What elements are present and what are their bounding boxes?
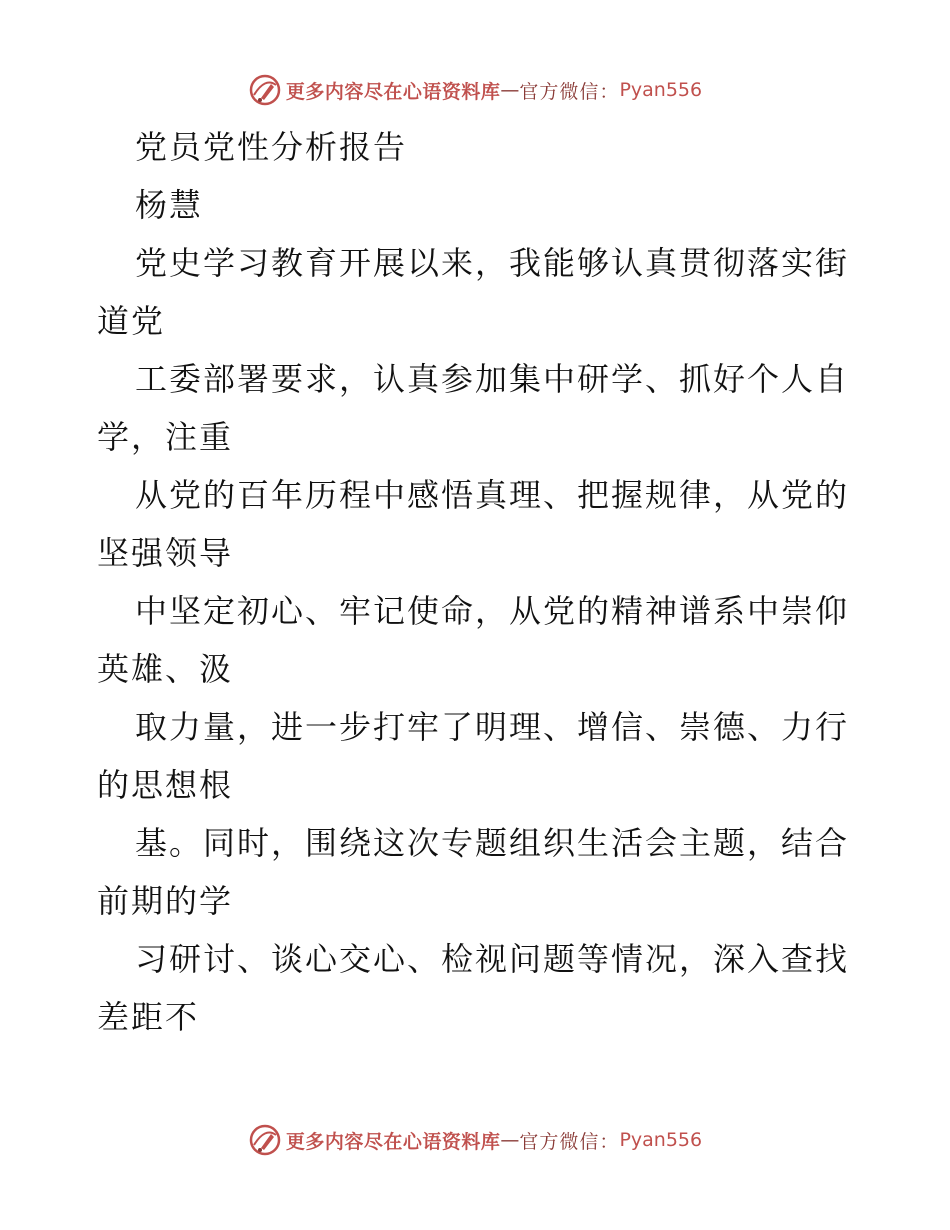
banner-wechat-label: 官方微信：	[519, 80, 620, 103]
paragraph-line: 英雄、汲	[97, 650, 234, 688]
banner-separator: —	[500, 1129, 520, 1151]
banner-brand-text: 更多内容尽在心语资料库	[285, 1130, 501, 1153]
banner-wechat-id: Pyan556	[619, 1129, 703, 1151]
paragraph-line: 坚强领导	[97, 534, 234, 572]
paragraph-line: 基。同时，围绕这次专题组织生活会主题，结合	[135, 824, 850, 862]
document-title: 党员党性分析报告	[135, 128, 408, 166]
paragraph-line: 工委部署要求，认真参加集中研学、抓好个人自	[135, 360, 850, 398]
document-body	[97, 118, 857, 1046]
banner-brand-text: 更多内容尽在心语资料库	[285, 80, 501, 103]
header-banner	[0, 70, 950, 110]
banner-wechat-id: Pyan556	[619, 79, 703, 101]
paragraph-line: 从党的百年历程中感悟真理、把握规律，从党的	[135, 476, 850, 514]
paragraph-line: 取力量，进一步打牢了明理、增信、崇德、力行	[135, 708, 850, 746]
paragraph-line: 中坚定初心、牢记使命，从党的精神谱系中崇仰	[135, 592, 850, 630]
paragraph-line: 差距不	[97, 998, 200, 1036]
document-author: 杨慧	[135, 186, 204, 224]
paragraph-line: 学，注重	[97, 418, 234, 456]
banner-wechat-label: 官方微信：	[519, 1130, 620, 1153]
paragraph-line: 习研讨、谈心交心、检视问题等情况，深入查找	[135, 940, 850, 978]
paragraph-line: 的思想根	[97, 766, 234, 804]
pen-logo-icon	[248, 73, 282, 107]
paragraph-line: 前期的学	[97, 882, 234, 920]
footer-banner	[0, 1120, 950, 1160]
banner-separator: —	[500, 79, 520, 101]
paragraph-line: 道党	[97, 302, 166, 340]
pen-logo-icon	[248, 1123, 282, 1157]
paragraph-line: 党史学习教育开展以来，我能够认真贯彻落实街	[135, 244, 850, 282]
